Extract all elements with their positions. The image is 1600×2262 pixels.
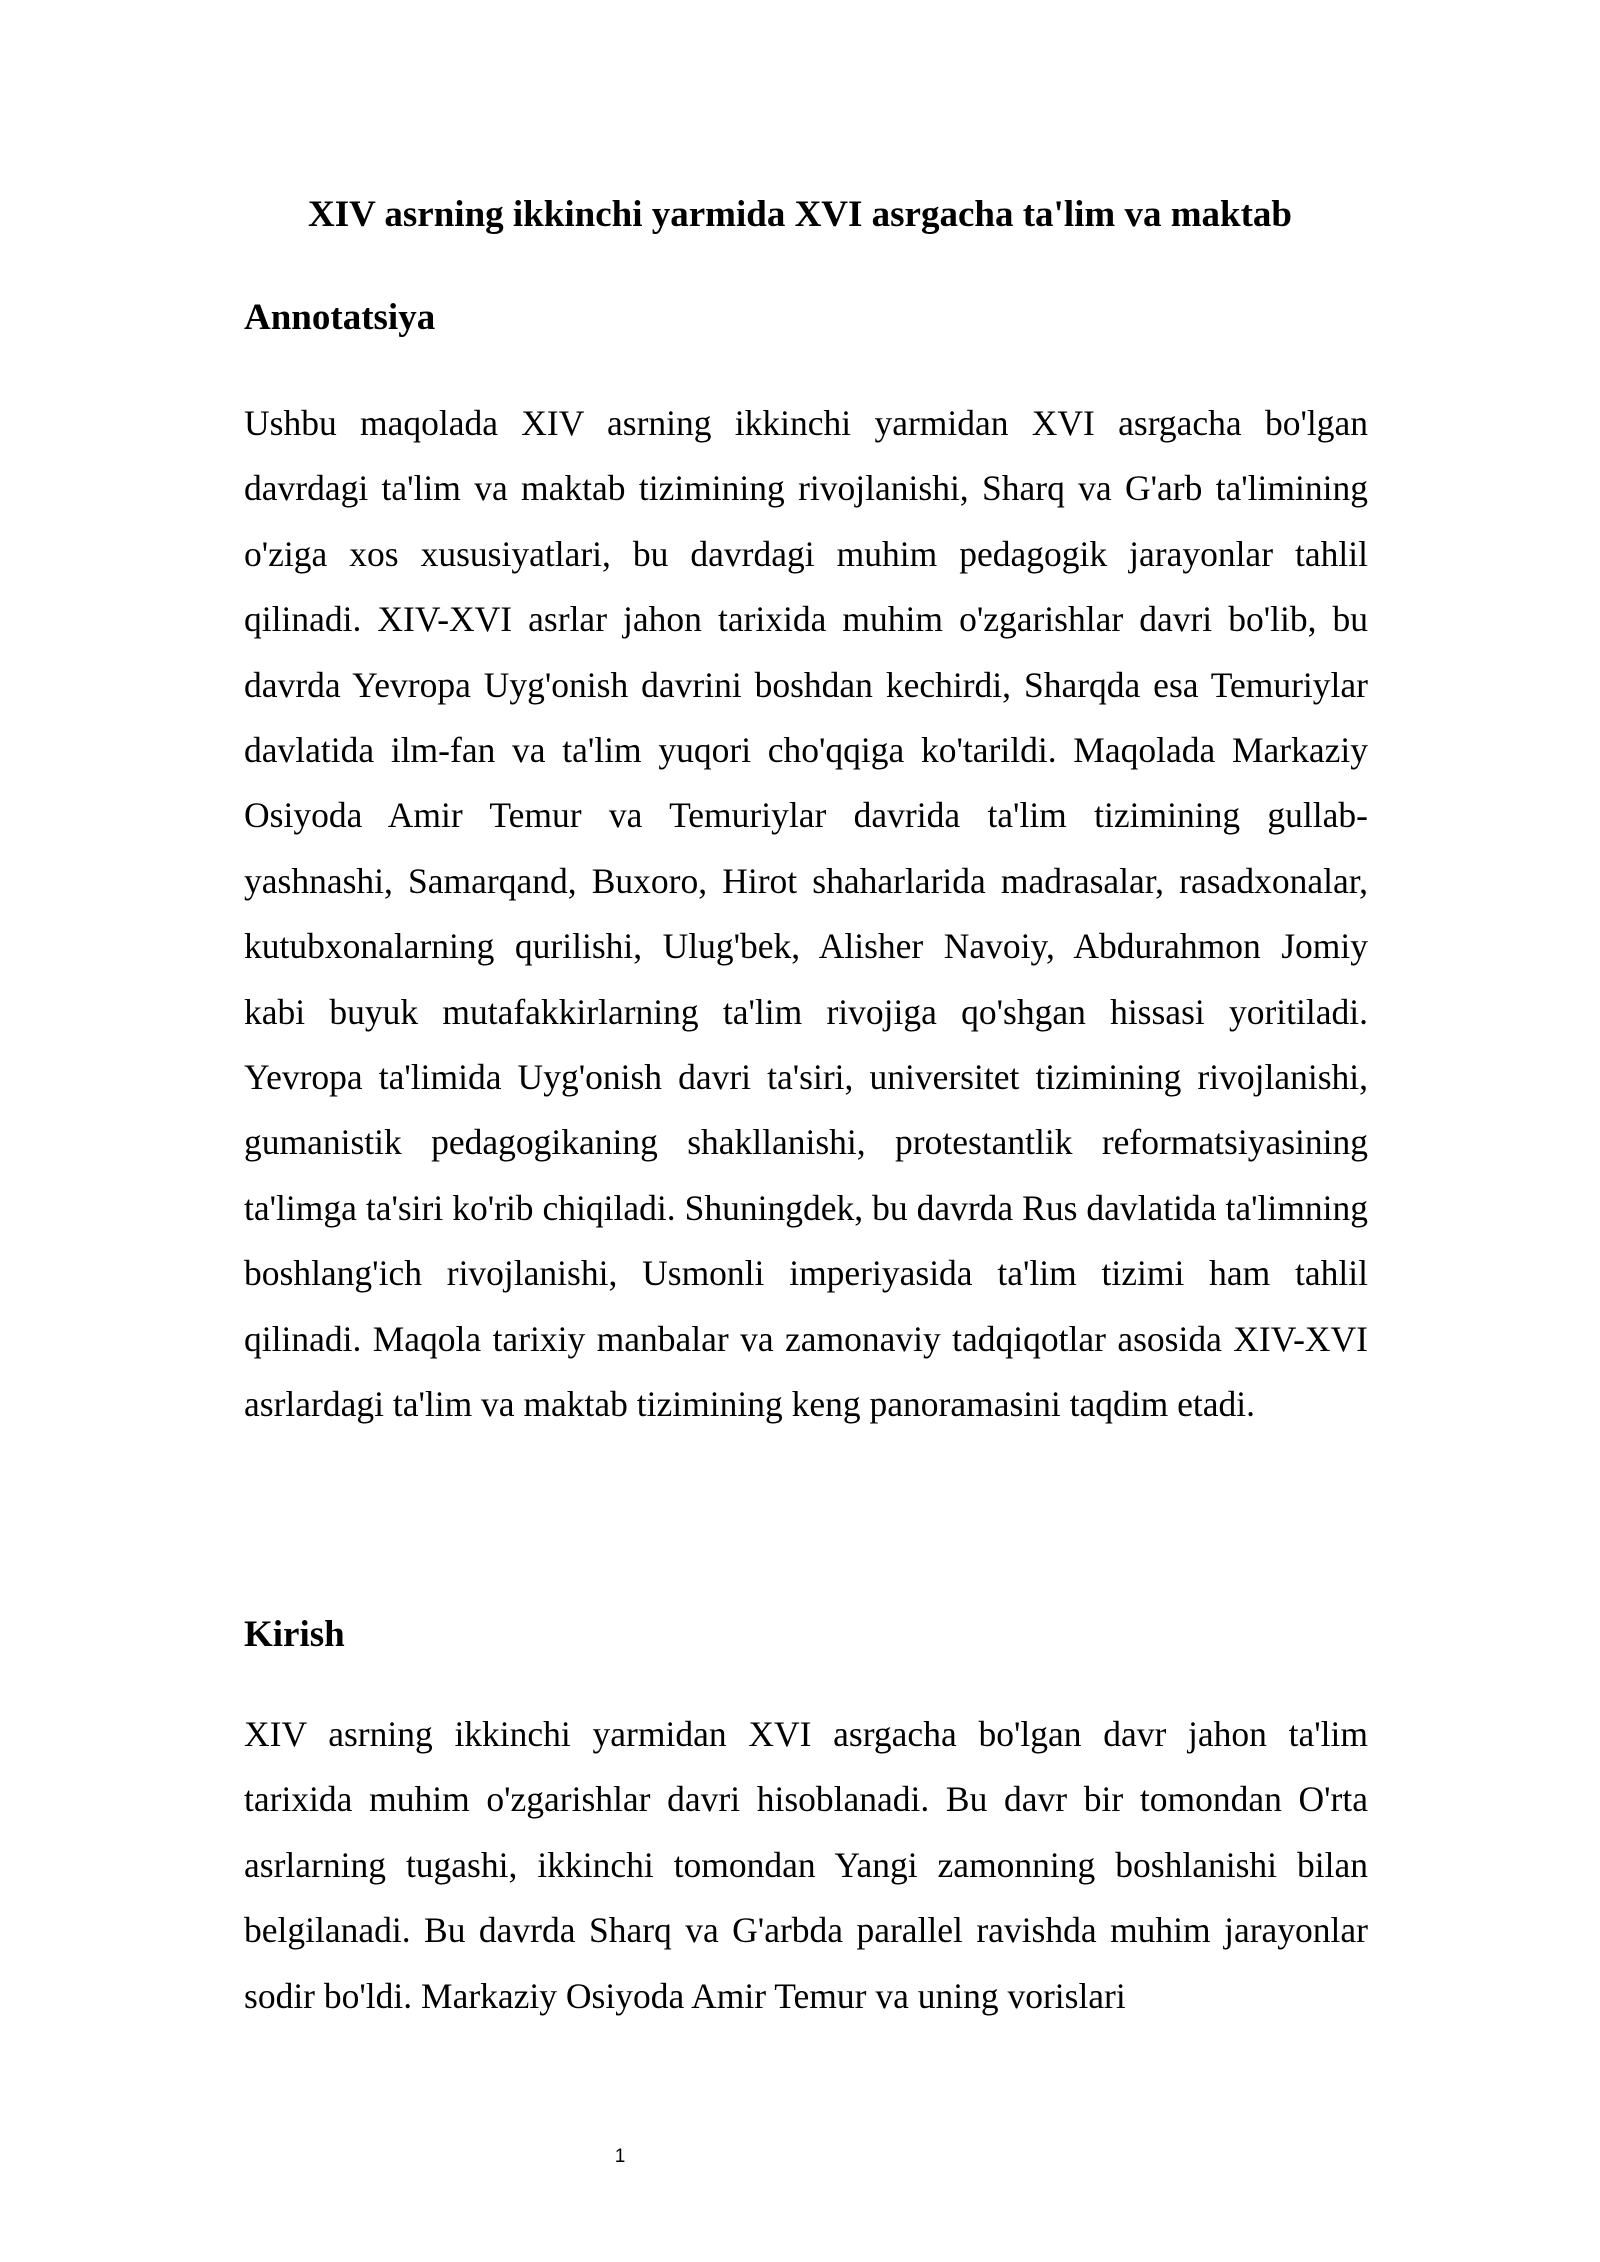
document-title: XIV asrning ikkinchi yarmida XVI asrgacha ta'lim va maktab (307, 194, 1293, 235)
section-heading-kirish: Kirish (244, 1614, 345, 1655)
paragraph-annotatsiya: Ushbu maqolada XIV asrning ikkinchi yarmidan XVI asrgacha bo'lgan davrdagi ta'lim va maktab tizimining rivojlanishi, Sharq va G'arb ta'limining o'ziga xos xususiyatlari, bu davrdagi muhim pedagogik jarayonlar tahlil qilinadi. XIV-XVI asrlar jahon tarixida muhim o'zgarishlar davri bo'lib, bu davrda Yevropa Uyg'onish davrini boshdan kechirdi, Sharqda esa Temuriylar davlatida ilm-fan va ta'lim yuqori cho'qqiga ko'tarildi. Maqolada Markaziy Osiyoda Amir Temur va Temuriylar davrida ta'lim tizimining gullab-yashnashi, Samarqand, Buxoro, Hirot shaharlarida madrasalar, rasadxonalar, kutubxonalarning qurilishi, Ulug'bek, Alisher Navoiy, Abdurahmon Jomiy kabi buyuk mutafakkirlarning ta'lim rivojiga qo'shgan hissasi yoritiladi. Yevropa ta'limida Uyg'onish davri ta'siri, universitet tizimining rivojlanishi, gumanistik pedagogikaning shakllanishi, protestantlik reformatsiyasining ta'limga ta'siri ko'rib chiqiladi. Shuningdek, bu davrda Rus davlatida ta'limning boshlang'ich rivojlanishi, Usmonli imperiyasida ta'lim tizimi ham tahlil qilinadi. Maqola tarixiy manbalar va zamonaviy tadqiqotlar asosida XIV-XVI asrlardagi ta'lim va maktab tizimining keng panoramasini taqdim etadi. (244, 403, 1368, 1425)
paragraph-kirish: XIV asrning ikkinchi yarmidan XVI asrgacha bo'lgan davr jahon ta'lim tarixida muhim o'zgarishlar davri hisoblanadi. Bu davr bir tomondan O'rta asrlarning tugashi, ikkinchi tomondan Yangi zamonning boshlanishi bilan belgilanadi. Bu davrda Sharq va G'arbda parallel ravishda muhim jarayonlar sodir bo'ldi. Markaziy Osiyoda Amir Temur va uning vorislari (244, 1714, 1368, 2016)
page-number: 1 (614, 2146, 626, 2167)
section-heading-annotatsiya: Annotatsiya (244, 297, 436, 338)
